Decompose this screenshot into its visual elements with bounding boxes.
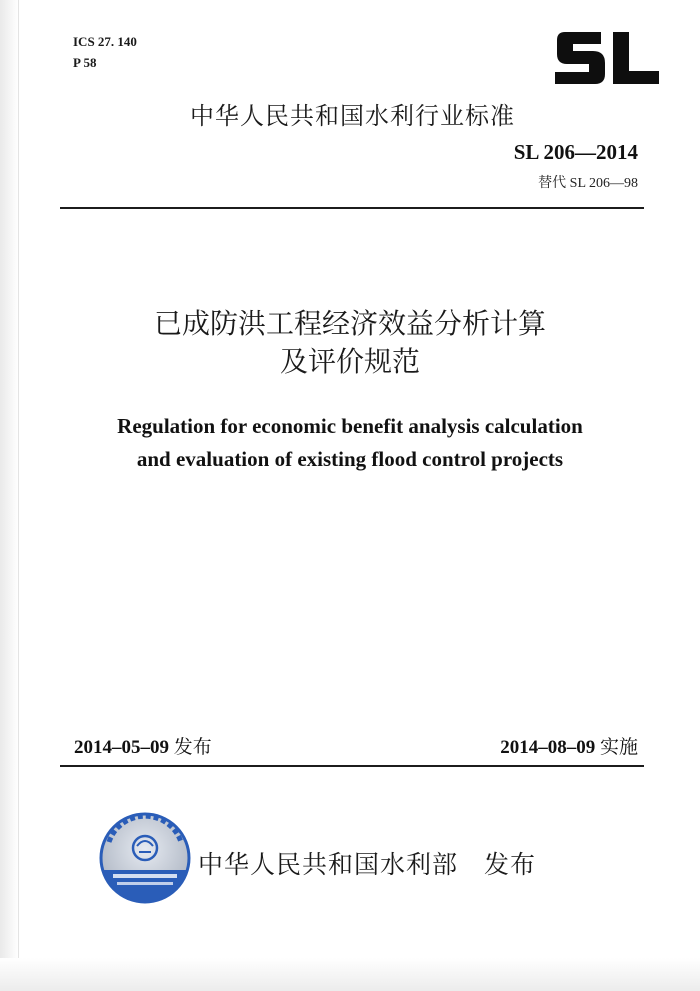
english-title-line-1: Regulation for economic benefit analysis calculation (117, 414, 583, 438)
release-date-block (74, 732, 212, 759)
effective-label: 实施 (599, 736, 638, 758)
effective-date-block (500, 732, 638, 759)
release-date: 2014–05–09 (74, 737, 169, 758)
category-code: P 58 (73, 55, 97, 70)
chinese-title-line-1: 已成防洪工程经济效益分析计算 (153, 307, 546, 340)
english-title (0, 410, 700, 476)
replaces-standard: 替代 SL 206—98 (538, 176, 638, 191)
page-edge (18, 0, 19, 958)
scan-shadow-bottom (0, 958, 700, 991)
chinese-title-line-2: 及评价规范 (279, 345, 420, 378)
footer-divider (60, 765, 644, 767)
english-title-line-2: and evaluation of existing flood control projects (136, 447, 564, 471)
organization-standard-title: 中华人民共和国水利行业标准 (190, 102, 515, 130)
sl-logo (553, 30, 661, 86)
scan-shadow-left (0, 0, 18, 991)
publisher: 中华人民共和国水利部 发布 (198, 850, 537, 879)
release-label: 发布 (173, 736, 212, 758)
standard-number: SL 206—2014 (513, 140, 638, 164)
effective-date: 2014–08–09 (500, 737, 596, 758)
header-divider (60, 207, 644, 209)
chinese-title (0, 305, 700, 381)
ics-code: ICS 27. 140 (73, 34, 137, 49)
anti-counterfeit-seal-icon (99, 812, 191, 904)
classification-codes (73, 31, 137, 73)
